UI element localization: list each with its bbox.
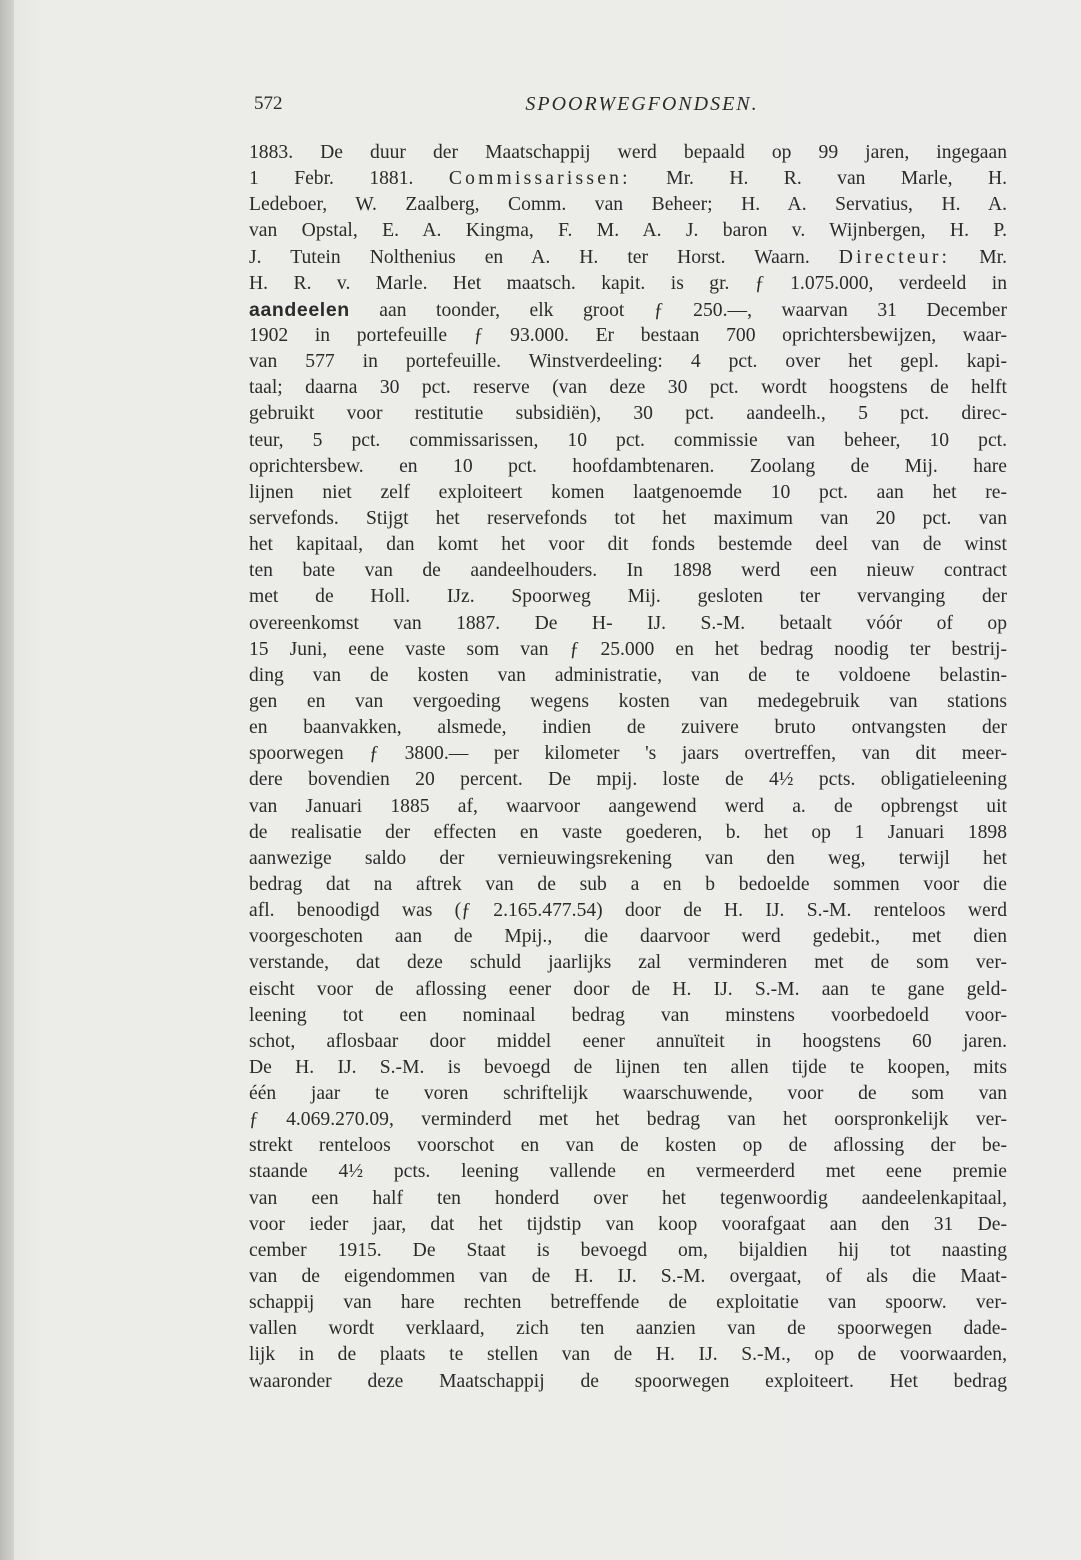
text-line: 1902 in portefeuille ƒ 93.000. Er bestaan 700 oprichtersbewijzen, waar- xyxy=(249,324,1007,346)
text-line: taal; daarna 30 pct. reserve (van deze 30 pct. wordt hoogstens de helft xyxy=(249,377,1007,399)
page-header xyxy=(254,93,1010,123)
text-line: afl. benoodigd was (ƒ 2.165.477.54) door de H. IJ. S.-M. renteloos werd xyxy=(249,900,1007,922)
text-line: overeenkomst van 1887. De H- IJ. S.-M. betaalt vóór of op xyxy=(249,612,1007,634)
text-line: één jaar te voren schriftelijk waarschuwende, voor de som van xyxy=(249,1083,1007,1105)
text-line: lijnen niet zelf exploiteert komen laatgenoemde 10 pct. aan het re- xyxy=(249,481,1007,503)
text-line: voorgeschoten aan de Mpij., die daarvoor werd gedebit., met dien xyxy=(249,926,1007,948)
text-line: aanwezige saldo der vernieuwingsrekening van den weg, terwijl het xyxy=(249,847,1007,869)
text-line: van Januari 1885 af, waarvoor aangewend werd a. de opbrengst uit xyxy=(249,795,1007,817)
text-line: ding van de kosten van administratie, van de te voldoene belastin- xyxy=(249,664,1007,686)
text-line: schappij van hare rechten betreffende de exploitatie van spoorw. ver- xyxy=(249,1292,1007,1314)
spaced-label: Directeur: xyxy=(838,246,951,268)
body-text xyxy=(249,140,1007,1395)
text-line: voor ieder jaar, dat het tijdstip van koop voorafgaat aan den 31 De- xyxy=(249,1213,1007,1235)
text-line: strekt renteloos voorschot en van de kosten op de aflossing der be- xyxy=(249,1135,1007,1157)
text-line: Ledeboer, W. Zaalberg, Comm. van Beheer; H. A. Servatius, H. A. xyxy=(249,194,1007,216)
text-line: dere bovendien 20 percent. De mpij. loste de 4½ pcts. obligatieleening xyxy=(249,769,1007,791)
text-line: leening tot een nominaal bedrag van minstens voorbedoeld voor- xyxy=(249,1004,1007,1026)
text-line: gebruikt voor restitutie subsidiën), 30 pct. aandeelh., 5 pct. direc- xyxy=(249,403,1007,425)
text-line: 15 Juni, eene vaste som van ƒ 25.000 en het bedrag noodig ter bestrij- xyxy=(249,638,1007,660)
text-line: ƒ 4.069.270.09, verminderd met het bedrag van het oorspronkelijk ver- xyxy=(249,1109,1007,1131)
text-line: het kapitaal, dan komt het voor dit fonds bestemde deel van de winst xyxy=(249,534,1007,556)
text-line: H. R. v. Marle. Het maatsch. kapit. is gr. ƒ 1.075.000, verdeeld in xyxy=(249,272,1007,294)
text-line: waaronder deze Maatschappij de spoorwegen exploiteert. Het bedrag xyxy=(249,1370,1007,1392)
running-title: SPOORWEGFONDSEN. xyxy=(525,93,759,115)
text-line: cember 1915. De Staat is bevoegd om, bijaldien hij tot naasting xyxy=(249,1239,1007,1261)
text-line: staande 4½ pcts. leening vallende en vermeerderd met eene premie xyxy=(249,1161,1007,1183)
text-line: ten bate van de aandeelhouders. In 1898 werd een nieuw contract xyxy=(249,560,1007,582)
page-number: 572 xyxy=(254,93,283,114)
text-line: servefonds. Stijgt het reservefonds tot het maximum van 20 pct. van xyxy=(249,507,1007,529)
text-line: eischt voor de aflossing eener door de H. IJ. S.-M. aan te gane geld- xyxy=(249,978,1007,1000)
text-segment: Mr. xyxy=(950,246,1007,268)
text-line: vallen wordt verklaard, zich ten aanzien van de spoorwegen dade- xyxy=(249,1318,1007,1340)
text-line: spoorwegen ƒ 3800.— per kilometer 's jaars overtreffen, van dit meer- xyxy=(249,743,1007,765)
text-line: van Opstal, E. A. Kingma, F. M. A. J. baron v. Wijnbergen, H. P. xyxy=(249,220,1007,242)
text-line xyxy=(249,166,1007,192)
text-line: De H. IJ. S.-M. is bevoegd de lijnen ten allen tijde te koopen, mits xyxy=(249,1056,1007,1078)
text-line: bedrag dat na aftrek van de sub a en b bedoelde sommen voor die xyxy=(249,873,1007,895)
text-line: lijk in de plaats te stellen van de H. IJ. S.-M., op de voorwaarden, xyxy=(249,1344,1007,1366)
text-line xyxy=(249,245,1007,271)
text-line: van de eigendommen van de H. IJ. S.-M. overgaat, of als die Maat- xyxy=(249,1266,1007,1288)
text-line: en baanvakken, alsmede, indien de zuivere bruto ontvangsten der xyxy=(249,717,1007,739)
text-line: 1883. De duur der Maatschappij werd bepaald op 99 jaren, ingegaan xyxy=(249,142,1007,163)
text-segment: Mr. H. R. van Marle, H. xyxy=(630,168,1007,190)
text-line: de realisatie der effecten en vaste goederen, b. het op 1 Januari 1898 xyxy=(249,821,1007,843)
text-line: van 577 in portefeuille. Winstverdeeling: 4 pct. over het gepl. kapi- xyxy=(249,351,1007,373)
text-segment: aan toonder, elk groot ƒ 250.—, waarvan 31 December xyxy=(349,299,1007,321)
text-line xyxy=(249,297,1007,323)
page-gutter-shadow xyxy=(0,0,14,1560)
text-line: gen en van vergoeding wegens kosten van medegebruik van stations xyxy=(249,690,1007,712)
emphasized-term: aandeelen xyxy=(249,298,350,321)
text-line: van een half ten honderd over het tegenwoordig aandeelenkapitaal, xyxy=(249,1187,1007,1209)
text-segment: J. Tutein Nolthenius en A. H. ter Horst. Waarn. xyxy=(249,246,839,268)
text-line: met de Holl. IJz. Spoorweg Mij. gesloten ter vervanging der xyxy=(249,586,1007,608)
text-line: oprichtersbew. en 10 pct. hoofdambtenaren. Zoolang de Mij. hare xyxy=(249,455,1007,477)
text-line: teur, 5 pct. commissarissen, 10 pct. commissie van beheer, 10 pct. xyxy=(249,429,1007,451)
spaced-label: Commissarissen: xyxy=(448,168,631,190)
text-segment: 1 Febr. 1881. xyxy=(249,168,449,190)
text-line: schot, aflosbaar door middel eener annuïteit in hoogstens 60 jaren. xyxy=(249,1030,1007,1052)
text-line: verstande, dat deze schuld jaarlijks zal verminderen met de som ver- xyxy=(249,952,1007,974)
